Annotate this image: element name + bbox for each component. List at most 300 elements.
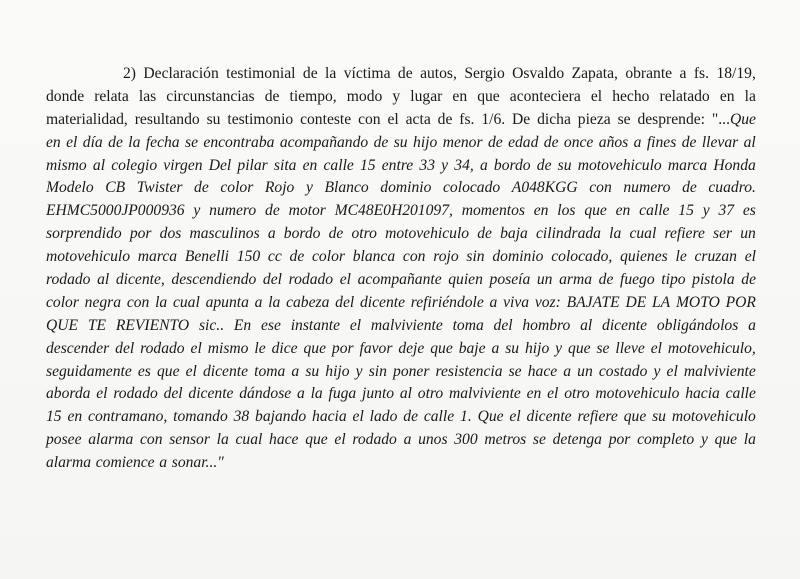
word: su — [393, 133, 408, 151]
word: y — [355, 362, 363, 380]
word: del — [493, 316, 513, 334]
word: numero — [623, 179, 671, 197]
word: dominio — [492, 248, 544, 266]
word: a — [489, 293, 498, 311]
testimony-paragraph — [46, 63, 756, 475]
word: la — [743, 431, 756, 449]
word: a — [563, 362, 572, 380]
word: su — [505, 339, 520, 357]
word: lleve — [615, 339, 645, 357]
word: con — [358, 110, 381, 128]
word: la — [310, 385, 323, 403]
word: el — [334, 431, 346, 449]
word: de — [437, 110, 453, 128]
word: motovehiculo — [46, 248, 131, 266]
word: la — [744, 87, 756, 105]
word: que — [568, 339, 591, 357]
word: y — [700, 431, 708, 449]
word: sonar..." — [171, 454, 224, 472]
word: 15 — [46, 408, 62, 426]
word: cruzan — [694, 248, 737, 266]
word: Declaración — [143, 65, 219, 82]
word: once — [563, 133, 594, 151]
word: fuego — [620, 271, 655, 289]
word: su — [305, 362, 320, 380]
word: mismo — [207, 339, 249, 357]
word: aborda — [46, 385, 91, 403]
word: dice — [271, 339, 298, 357]
word: relata — [94, 87, 129, 105]
word: que — [714, 431, 738, 449]
word: por — [331, 339, 354, 357]
word: del — [262, 271, 282, 289]
word: color — [312, 248, 345, 266]
word: el — [339, 271, 351, 289]
word: de — [487, 133, 503, 151]
word: de — [536, 156, 552, 174]
word: con — [139, 431, 163, 449]
word: 18/19, — [716, 65, 756, 82]
word: otro — [351, 225, 377, 243]
word: rojo — [433, 248, 459, 266]
word: bordo — [283, 225, 321, 243]
word: Benelli — [184, 248, 229, 266]
word: CB — [105, 179, 126, 197]
word: dicente — [359, 293, 405, 311]
word: momentos — [461, 202, 525, 220]
word: dominio — [380, 179, 432, 197]
word: las — [138, 87, 157, 105]
word: hombro — [522, 316, 571, 334]
word: el — [349, 316, 362, 334]
word: otro — [417, 385, 444, 403]
word: es — [137, 362, 151, 380]
word: masculinos — [189, 225, 260, 243]
word: De — [512, 110, 531, 128]
word: en — [533, 202, 549, 220]
word: pilar — [237, 156, 268, 174]
word: en — [719, 87, 735, 105]
word: de — [397, 65, 413, 82]
word: apunta — [205, 293, 249, 311]
word: arma — [559, 271, 593, 289]
word: poseía — [489, 271, 531, 289]
text-line — [46, 315, 756, 338]
word: cual — [235, 431, 263, 449]
word: rodado — [140, 339, 185, 357]
italic-tail: Que — [729, 110, 756, 128]
word: a — [633, 133, 642, 151]
word: a — [479, 156, 488, 174]
word: sin — [368, 362, 387, 380]
word: 2) — [123, 65, 136, 82]
word: calle — [323, 156, 354, 174]
word: al — [97, 271, 110, 289]
word: rodado — [113, 385, 158, 403]
word: sita — [273, 156, 297, 174]
word: marca — [137, 248, 178, 266]
word: aconteciera — [509, 87, 581, 105]
word: el — [590, 87, 603, 105]
word: Twister — [136, 179, 183, 197]
word: metros — [484, 431, 527, 449]
word: con — [589, 179, 612, 197]
word: hijo — [413, 133, 438, 151]
word: descender — [46, 339, 110, 357]
word: un — [740, 225, 756, 243]
word: del — [163, 385, 183, 403]
text-line — [46, 361, 756, 384]
word: tiempo, — [289, 87, 337, 105]
word: la — [609, 225, 622, 243]
word: QUE — [46, 316, 79, 334]
word: se — [185, 133, 198, 151]
word: fuga — [328, 385, 357, 403]
word: otro — [564, 385, 590, 403]
word: En — [233, 316, 252, 334]
word: de — [194, 179, 209, 197]
word: 33 — [419, 156, 435, 174]
word: menor — [442, 133, 483, 151]
word: pistola — [692, 271, 735, 289]
word: el — [185, 362, 197, 380]
word: de — [373, 133, 389, 151]
word: la — [155, 293, 168, 311]
word: el — [666, 362, 678, 380]
text-line — [46, 223, 756, 246]
word: fines — [646, 133, 677, 151]
word: POR — [725, 293, 756, 311]
word: favor — [359, 339, 393, 357]
word: calle — [639, 202, 670, 220]
text-line — [46, 429, 756, 452]
word: donde — [46, 87, 85, 105]
word: motovehiculo — [577, 156, 662, 174]
word: fs. — [459, 110, 475, 128]
word: posee — [46, 431, 82, 449]
word: colocado, — [551, 248, 613, 266]
word: a — [491, 339, 500, 357]
word: numero — [209, 202, 257, 220]
word: de — [741, 271, 756, 289]
word: dicha — [537, 110, 571, 128]
word: que — [623, 408, 647, 426]
word: al — [580, 316, 593, 334]
word: hace — [269, 431, 299, 449]
word: edad — [508, 133, 539, 151]
word: lado — [369, 408, 398, 426]
word: dicente — [526, 408, 572, 426]
word: fecha — [145, 133, 180, 151]
word: a — [267, 225, 276, 243]
word: cual — [629, 225, 657, 243]
word: se — [532, 431, 546, 449]
word: Sergio — [464, 65, 505, 82]
word: de — [543, 133, 559, 151]
word: que — [477, 87, 500, 105]
word: sic.. — [198, 316, 225, 334]
word: DE — [625, 293, 647, 311]
word: su — [652, 408, 666, 426]
word: LA — [651, 293, 671, 311]
word: en — [67, 408, 83, 426]
word: víctima — [343, 65, 391, 82]
word: hacia — [685, 385, 720, 403]
word: Que — [477, 408, 504, 426]
word: entre — [381, 156, 414, 174]
word: motovehiculo — [595, 385, 680, 403]
text-line — [46, 338, 756, 361]
word: autos, — [420, 65, 457, 82]
word: y — [441, 156, 449, 174]
word: rodado — [46, 271, 91, 289]
word: cc — [267, 248, 282, 266]
word: blanca — [352, 248, 396, 266]
word: virgen — [163, 156, 203, 174]
word: 34, — [454, 156, 474, 174]
word: la — [128, 133, 141, 151]
word: fs. — [693, 65, 710, 82]
text-line — [46, 200, 756, 223]
word: baje — [458, 339, 486, 357]
word: quienes — [620, 248, 668, 266]
word: desprende: — [637, 110, 706, 128]
word: a — [679, 65, 687, 82]
word: de — [403, 408, 418, 426]
word: de — [289, 248, 305, 266]
word: MC48E0H201097, — [334, 202, 453, 220]
word: dicente, — [115, 271, 165, 289]
word: "...Que — [711, 110, 756, 128]
word: malviviente — [683, 362, 756, 380]
text-line — [46, 132, 756, 155]
word: calle — [423, 408, 455, 426]
word: alarma — [46, 454, 92, 472]
word: quien — [448, 271, 483, 289]
word: circunstancias — [166, 87, 255, 105]
text-line — [46, 246, 756, 269]
word: 38 — [233, 408, 250, 426]
word: seguidamente — [46, 362, 132, 380]
word: con — [126, 293, 150, 311]
word: en — [526, 385, 542, 403]
word: obligándolos — [656, 316, 739, 334]
word: le — [675, 248, 687, 266]
word: costado — [598, 362, 648, 380]
word: deje — [398, 339, 425, 357]
word: día — [82, 133, 103, 151]
word: y — [193, 202, 201, 220]
word: 150 — [236, 248, 261, 266]
word: los — [557, 202, 576, 220]
word: que — [156, 362, 180, 380]
word: Honda — [713, 156, 756, 174]
word: 1. — [460, 408, 472, 426]
word: de — [681, 133, 697, 151]
word: en — [302, 156, 318, 174]
word: comience — [95, 454, 155, 472]
word: encontraba — [203, 133, 275, 151]
word: resistencia — [435, 362, 503, 380]
word: calle — [725, 385, 756, 403]
word: el — [387, 110, 399, 128]
word: y — [305, 179, 313, 197]
word: materialidad, — [46, 110, 128, 128]
word: ese — [260, 316, 281, 334]
word: con — [402, 248, 426, 266]
word: dicente — [202, 362, 248, 380]
word: de — [264, 87, 280, 105]
word: a — [403, 431, 412, 449]
word: 15 — [360, 156, 376, 174]
word: un — [577, 362, 593, 380]
word: motovehiculo — [385, 225, 470, 243]
word: negra — [84, 293, 122, 311]
word: y — [555, 339, 563, 357]
word: de — [302, 65, 318, 82]
word: refiere — [577, 408, 618, 426]
word: instante — [290, 316, 341, 334]
word: de — [328, 225, 344, 243]
word: 1/6. — [481, 110, 506, 128]
word: sorprendido — [46, 225, 122, 243]
word: rodado — [352, 431, 397, 449]
word: bajando — [255, 408, 307, 426]
word: tomando — [173, 408, 228, 426]
word: de — [682, 179, 697, 197]
word: motovehiculo, — [667, 339, 756, 357]
word: refiere — [664, 225, 705, 243]
word: el — [547, 385, 559, 403]
word: acompañando — [279, 133, 369, 151]
word: dos — [159, 225, 182, 243]
word: hijo — [524, 339, 550, 357]
word: 37 — [718, 202, 735, 220]
word: hecho — [612, 87, 650, 105]
word: el — [66, 133, 78, 151]
text-line — [46, 269, 756, 292]
text-line — [46, 383, 756, 406]
text-line — [46, 452, 756, 475]
word: a — [254, 293, 263, 311]
word: voz: — [534, 293, 561, 311]
word: relatado — [659, 87, 710, 105]
word: toma — [452, 316, 484, 334]
word: el — [650, 339, 662, 357]
word: motovehiculo — [671, 408, 756, 426]
word: a — [159, 454, 168, 472]
word: unos — [418, 431, 448, 449]
text-line — [46, 292, 756, 315]
word: y — [702, 202, 710, 220]
word: lugar — [410, 87, 443, 105]
word: baja — [500, 225, 528, 243]
word: por — [608, 431, 631, 449]
word: años — [598, 133, 629, 151]
word: llevar — [701, 133, 739, 151]
word: de — [598, 271, 614, 289]
word: a — [748, 316, 756, 334]
word: cuadro. — [708, 179, 756, 197]
word: toma — [254, 362, 286, 380]
word: la — [216, 431, 229, 449]
text-line — [46, 86, 756, 109]
word: bordo — [493, 156, 531, 174]
word: 300 — [454, 431, 478, 449]
word: del — [115, 339, 135, 357]
word: hacia — [312, 408, 347, 426]
word: se — [596, 339, 610, 357]
word: junto — [362, 385, 395, 403]
word: al — [399, 385, 412, 403]
text-line — [46, 155, 756, 178]
word: y — [392, 87, 401, 105]
word: acta — [405, 110, 431, 128]
word: Zapata, — [571, 65, 618, 82]
text-line — [46, 406, 756, 429]
word: se — [508, 362, 522, 380]
word: detenga — [552, 431, 602, 449]
word: REVIENTO — [115, 316, 190, 334]
word: acompañante — [357, 271, 442, 289]
word: resultando — [134, 110, 200, 128]
text-line — [46, 63, 756, 86]
word: por — [129, 225, 152, 243]
word: mismo — [46, 156, 87, 174]
word: viva — [503, 293, 530, 311]
text-line — [46, 109, 756, 132]
word: hijo — [325, 362, 350, 380]
word: A048KGG — [511, 179, 578, 197]
word: en — [452, 87, 468, 105]
word: la — [325, 65, 337, 82]
text-line — [46, 177, 756, 200]
word: dicente — [602, 316, 648, 334]
word: tipo — [661, 271, 686, 289]
word: su — [206, 110, 221, 128]
word: BAJATE — [566, 293, 620, 311]
word: dicente — [188, 385, 234, 403]
word: Del — [208, 156, 232, 174]
word: Osvaldo — [512, 65, 565, 82]
word: sensor — [169, 431, 210, 449]
word: el — [509, 408, 521, 426]
word: del — [335, 293, 355, 311]
word: cilindrada — [536, 225, 601, 243]
word: a — [291, 362, 300, 380]
word: es — [742, 202, 756, 220]
word: al — [92, 156, 106, 174]
word: poner — [393, 362, 430, 380]
word: se — [617, 110, 631, 128]
word: le — [254, 339, 266, 357]
word: pieza — [577, 110, 611, 128]
word: EHMC5000JP000936 — [46, 202, 185, 220]
word: MOTO — [675, 293, 720, 311]
word: su — [557, 156, 572, 174]
word: hace — [527, 362, 558, 380]
word: a — [297, 385, 305, 403]
word: el — [744, 248, 756, 266]
word: en — [46, 133, 61, 151]
word: colocado — [443, 179, 501, 197]
word: dándose — [239, 385, 292, 403]
word: modo — [346, 87, 383, 105]
word: Modelo — [46, 179, 94, 197]
word: color — [220, 179, 254, 197]
word: la — [268, 293, 281, 311]
word: malviviente — [370, 316, 443, 334]
